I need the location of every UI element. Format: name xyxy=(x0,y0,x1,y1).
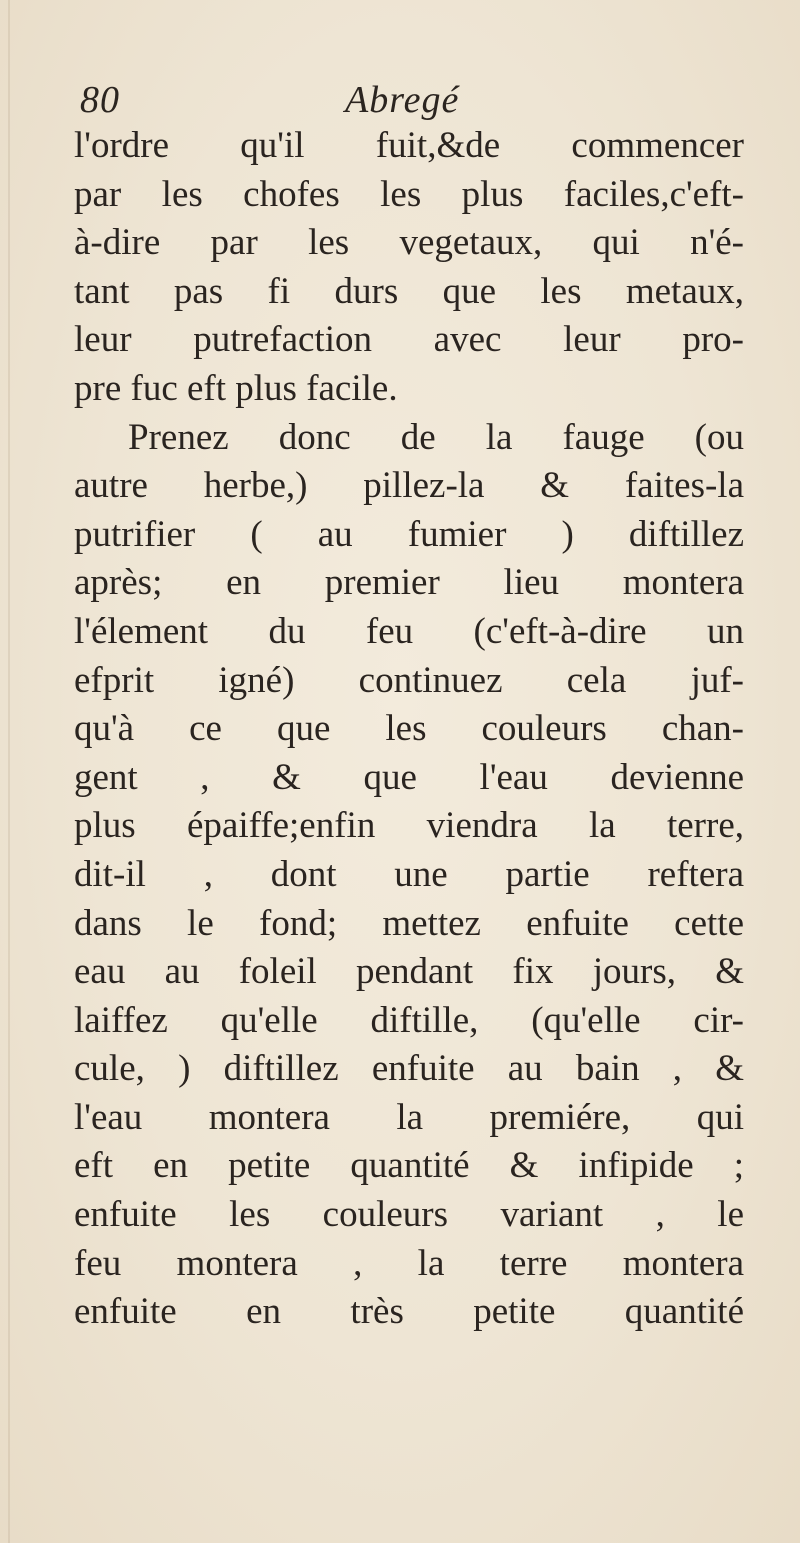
text-line: eau au foleil pendant fix jours, & xyxy=(74,951,744,993)
text-line: enfuite les couleurs variant , le xyxy=(74,1194,744,1236)
body-text xyxy=(74,122,744,1337)
text-line: cule, ) diftillez enfuite au bain , & xyxy=(74,1048,744,1090)
text-line: enfuite en très petite quantité xyxy=(74,1291,744,1333)
text-line: l'élement du feu (c'eft-à-dire un xyxy=(74,610,744,652)
running-title: Abregé xyxy=(345,79,460,121)
text-line: leur putrefaction avec leur pro- xyxy=(74,319,744,361)
text-line: l'eau montera la premiére, qui xyxy=(74,1096,744,1138)
text-line: tant pas fi durs que les metaux, xyxy=(74,270,744,312)
paragraph-start-line: Prenez donc de la fauge (ou xyxy=(128,416,744,458)
text-line: autre herbe,) pillez-la & faites-la xyxy=(74,465,744,507)
text-line: laiffez qu'elle diftille, (qu'elle cir- xyxy=(74,999,744,1041)
text-line: après; en premier lieu montera xyxy=(74,562,744,604)
text-line: feu montera , la terre montera xyxy=(74,1242,744,1284)
text-line: dans le fond; mettez enfuite cette xyxy=(74,902,744,944)
text-line: putrifier ( au fumier ) diftillez xyxy=(74,513,744,555)
page-number: 80 xyxy=(80,79,120,121)
text-line: eft en petite quantité & infipide ; xyxy=(74,1145,744,1187)
text-line: dit-il , dont une partie reftera xyxy=(74,853,744,895)
text-line: gent , & que l'eau devienne xyxy=(74,756,744,798)
text-line: à-dire par les vegetaux, qui n'é- xyxy=(74,222,744,264)
text-line: l'ordre qu'il fuit,&de commencer xyxy=(74,125,744,166)
text-line: par les chofes les plus faciles,c'eft- xyxy=(74,173,744,215)
text-line: efprit igné) continuez cela juf- xyxy=(74,659,744,701)
text-line: qu'à ce que les couleurs chan- xyxy=(74,708,744,750)
text-line: plus épaiffe;enfin viendra la terre, xyxy=(74,805,744,847)
text-line: pre fuc eft plus facile. xyxy=(74,367,398,409)
